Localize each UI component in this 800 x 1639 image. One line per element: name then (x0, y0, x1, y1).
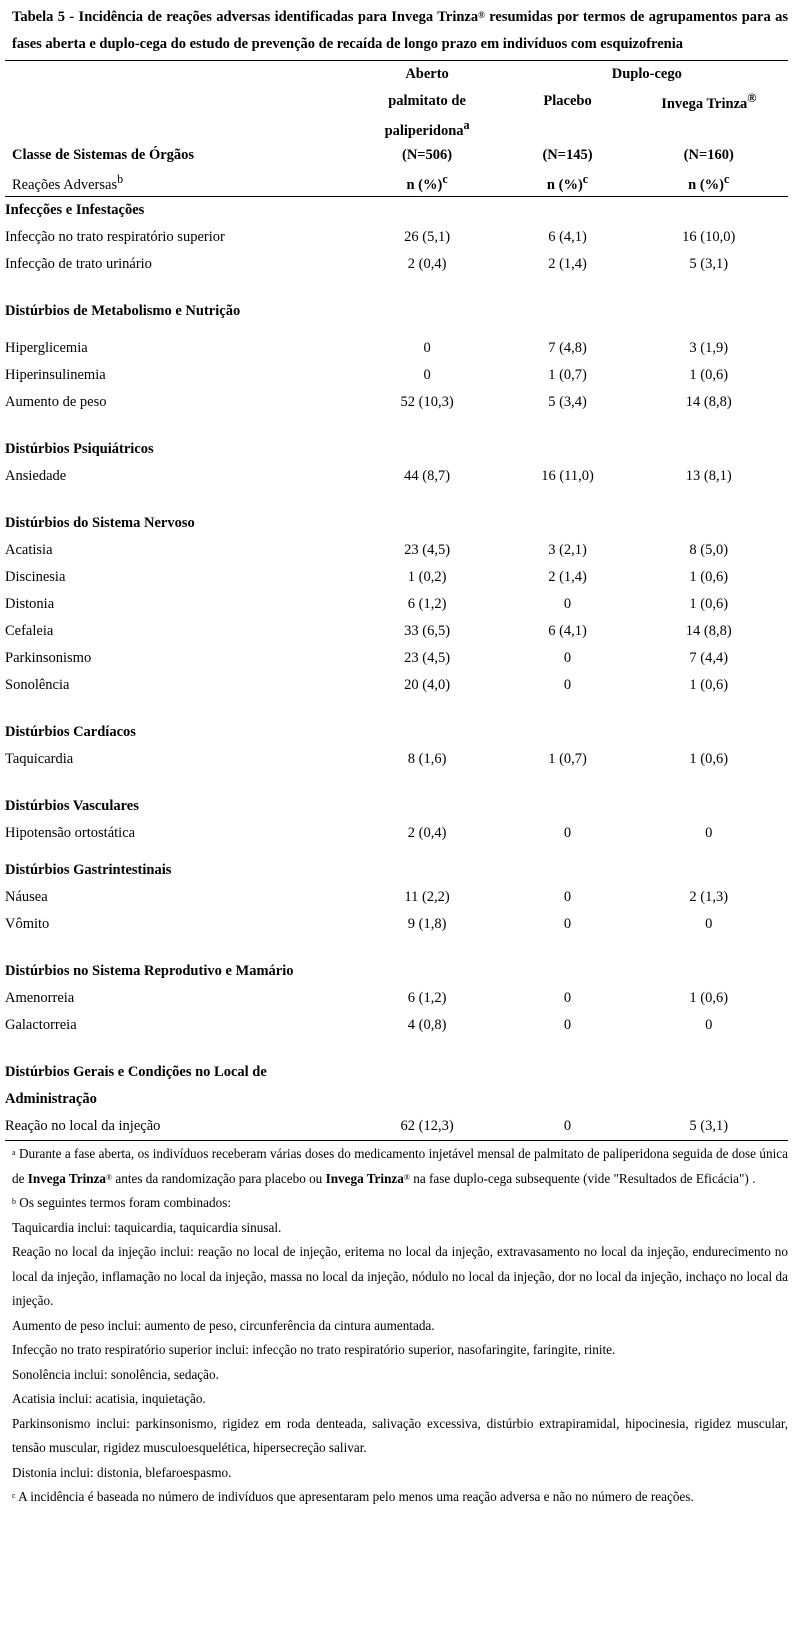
adverse-reactions-table: Aberto Duplo-cego palmitato de Placebo Invega Trinza® paliperidona$^a$ Classe de Sistemas de Órgãos (N=506) (N=145) (N=160) Reações Adversas$^b$ n (%)$^c$ n (%)$^c$ n (%)$^c$ Infecções e Infestações Infecção no trato respiratório superior 26 (5,1) 6 (4,1) 16 (10,0) Infecção de trato urinário 2 (0,4) 2 (1,4) 5 (3,1) Distúrbios de Metabolismo e Nutrição Hiperglicemia 0 7 (4,8) 3 (1,9) Hiperinsulinemia 0 1 (0,7) 1 (0,6) Aumento de peso 52 (10,3) 5 (3,4) 14 (8,8) Distúrbios Psiquiátricos Ansiedade 44 (8,7) 16 (11,0) 13 (8,1) Distúrbios do Sistema Nervoso Acatisia 23 (4,5) 3 (2,1) 8 (5,0) Discinesia 1 (0,2) 2 (1,4) 1 (0,6) Distonia 6 (1,2) 0 1 (0,6) Cefaleia 33 (6,5) 6 (4,1) 14 (8,8) Parkinsonismo 23 (4,5) 0 7 (4,4) Sonolência 20 (4,0) 0 1 (0,6) Distúrbios Cardíacos Taquicardia 8 (1,6) 1 (0,7) 1 (0,6) Distúrbios Vasculares Hipotensão ortostática 2 (0,4) 0 0 Distúrbios Gastrintestinais Náusea 11 (2,2) 0 2 (1,3) Vômito 9 (1,8) 0 0 Distúrbios no Sistema Reprodutivo e Mamário Amenorreia 6 (1,2) 0 1 (0,6) Galactorreia 4 (0,8) 0 0 Distúrbios Gerais e Condições no Local de Administração Reação no local da injeção 62 (12,3) 0 5 (3,1) (5, 60, 788, 1141)
section-title: Distúrbios Psiquiátricos (5, 441, 154, 457)
section-title: Distúrbios Gastrintestinais (5, 862, 172, 878)
footnote-line: Sonolência inclui: sonolência, sedação. (12, 1366, 219, 1382)
table-row: Sonolência 20 (4,0) 0 1 (0,6) (5, 677, 729, 693)
header-double-blind: Duplo-cego (611, 66, 682, 82)
table-row: Galactorreia 4 (0,8) 0 0 (5, 1017, 713, 1033)
document-page (5, 0, 795, 1510)
header-invega: Invega Trinza® (661, 90, 757, 112)
table-row: Ansiedade 44 (8,7) 16 (11,0) 13 (8,1) (5, 468, 732, 484)
section-title: Distúrbios Gerais e Condições no Local de (5, 1064, 267, 1080)
header-open-label: Aberto (405, 66, 449, 82)
table-row: Hiperglicemia 0 7 (4,8) 3 (1,9) (5, 340, 729, 356)
table-caption: Tabela 5 - Incidência de reações adversas identificadas para Invega Trinza® resumidas por termos de agrupamentos para as fases aberta e duplo-cega do estudo de prevenção de recaída de longo prazo em indivíduos com esquizofrenia (12, 9, 788, 52)
table-row: Hipotensão ortostática 2 (0,4) 0 0 (5, 825, 713, 841)
footnote-a: $^a$ Durante a fase aberta, os indivíduos receberam várias doses do medicamento injetável mensal de palmitato de paliperidona seguida de dose única de Invega Trinza® antes da randomização para placebo ou Invega Trinza® na fase duplo-cega subsequente (vide "Resultados de Eficácia") . (12, 1146, 788, 1186)
section-title: Distúrbios Cardíacos (5, 724, 136, 740)
table-footnotes (12, 1142, 788, 1510)
footnote-line: Taquicardia inclui: taquicardia, taquicardia sinusal. (12, 1219, 282, 1235)
table-row: Distonia 6 (1,2) 0 1 (0,6) (5, 596, 729, 612)
table-row: Reação no local da injeção 62 (12,3) 0 5 (3,1) (5, 1118, 729, 1134)
footnote-line: Acatisia inclui: acatisia, inquietação. (12, 1391, 206, 1406)
table-row: Acatisia 23 (4,5) 3 (2,1) 8 (5,0) (5, 542, 729, 558)
header-placebo: Placebo (543, 93, 592, 109)
footnote-c: $^c$ A incidência é baseada no número de indivíduos que apresentaram pelo menos uma reação adversa e não no número de reações. (12, 1489, 694, 1504)
table-row: Vômito 9 (1,8) 0 0 (5, 916, 713, 932)
table-row: Aumento de peso 52 (10,3) 5 (3,4) 14 (8,8) (5, 394, 732, 410)
footnote-line: Distonia inclui: distonia, blefaroespasmo. (12, 1464, 232, 1480)
header-class-label: Classe de Sistemas de Órgãos (12, 147, 195, 163)
footnote-line: Aumento de peso inclui: aumento de peso, circunferência da cintura aumentada. (12, 1317, 435, 1333)
table-row: Discinesia 1 (0,2) 2 (1,4) 1 (0,6) (5, 569, 729, 585)
table-row: Náusea 11 (2,2) 0 2 (1,3) (5, 889, 729, 905)
header-reactions-label: Reações Adversas$^b$ (5, 169, 349, 197)
table-row: Parkinsonismo 23 (4,5) 0 7 (4,4) (5, 650, 729, 666)
table-row: Infecção de trato urinário 2 (0,4) 2 (1,4) 5 (3,1) (5, 256, 729, 272)
section-title: Distúrbios Vasculares (5, 798, 139, 814)
table-row: Hiperinsulinemia 0 1 (0,7) 1 (0,6) (5, 367, 729, 383)
table-row: Cefaleia 33 (6,5) 6 (4,1) 14 (8,8) (5, 623, 732, 639)
table-row: Infecção no trato respiratório superior 26 (5,1) 6 (4,1) 16 (10,0) (5, 229, 736, 245)
section-title: Infecções e Infestações (5, 202, 145, 218)
table-row: Amenorreia 6 (1,2) 0 1 (0,6) (5, 990, 729, 1006)
footnote-b: $^b$ Os seguintes termos foram combinados: (12, 1195, 231, 1210)
section-title: Distúrbios do Sistema Nervoso (5, 515, 195, 531)
footnote-line: Infecção no trato respiratório superior inclui: infecção no trato respiratório superior, nasofaringite, faringite, rinite. (12, 1342, 616, 1357)
section-title: Distúrbios de Metabolismo e Nutrição (5, 303, 241, 319)
footnote-line: Reação no local da injeção inclui: reação no local de injeção, eritema no local da injeção, extravasamento no local da injeção, endurecimento no local da injeção, inflamação no local da injeção, massa no local da injeção, nódulo no local da injeção, dor no local da injeção, inchaço no local da injeção. (12, 1244, 788, 1308)
section-title: Distúrbios no Sistema Reprodutivo e Mamário (5, 963, 294, 979)
footnote-line: Parkinsonismo inclui: parkinsonismo, rigidez em roda denteada, salivação excessiva, distúrbio extrapiramidal, hipocinesia, rigidez muscular, tensão muscular, rigidez musculoesquelética, hipersecreção salivar. (12, 1415, 788, 1455)
table-row: Taquicardia 8 (1,6) 1 (0,7) 1 (0,6) (5, 751, 729, 767)
